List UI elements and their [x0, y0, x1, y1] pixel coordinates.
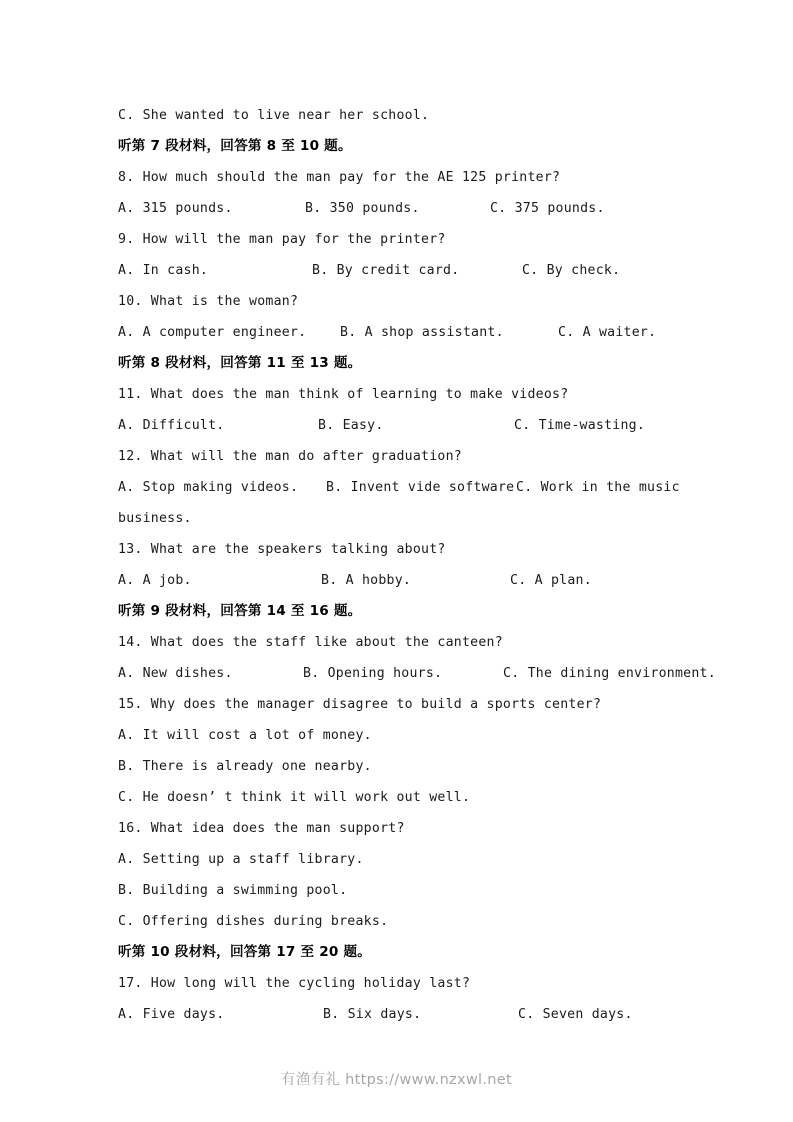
options-row-13 [118, 565, 778, 596]
option-14-c: C. The dining environment. [503, 666, 716, 681]
question-line-9 [118, 224, 778, 255]
options-row-12-continuation [118, 503, 778, 534]
question-13-text: 13. What are the speakers talking about? [118, 542, 446, 557]
option-9-c: C. By check. [522, 263, 621, 278]
listening-section-heading-7: 听第 7 段材料，回答第 8 至 10 题。 [118, 138, 352, 154]
options-row-15-c [118, 782, 778, 813]
option-15-b: B. There is already one nearby. [118, 759, 372, 774]
question-line-11 [118, 379, 778, 410]
question-15-text: 15. Why does the manager disagree to build a sports center? [118, 697, 602, 712]
option-c-text: C. She wanted to live near her school. [118, 108, 430, 123]
option-17-b: B. Six days. [323, 1007, 422, 1022]
question-line-17 [118, 968, 778, 999]
options-row-9 [118, 255, 778, 286]
question-11-text: 11. What does the man think of learning to make videos? [118, 387, 569, 402]
options-row-15-b [118, 751, 778, 782]
question-9-text: 9. How will the man pay for the printer? [118, 232, 446, 247]
options-row-12 [118, 472, 778, 503]
options-row-16-b [118, 875, 778, 906]
option-10-b: B. A shop assistant. [340, 325, 504, 340]
option-17-a: A. Five days. [118, 1007, 225, 1022]
listening-section-heading-8: 听第 8 段材料，回答第 11 至 13 题。 [118, 355, 362, 371]
option-14-b: B. Opening hours. [303, 666, 443, 681]
options-row-17 [118, 999, 778, 1030]
question-16-text: 16. What idea does the man support? [118, 821, 405, 836]
question-12-text: 12. What will the man do after graduation? [118, 449, 462, 464]
option-13-b: B. A hobby. [321, 573, 412, 588]
option-15-c: C. He doesn’ t think it will work out well. [118, 790, 471, 805]
option-10-c: C. A waiter. [558, 325, 657, 340]
option-13-a: A. A job. [118, 573, 192, 588]
document-body [118, 100, 778, 1030]
option-11-b: B. Easy. [318, 418, 384, 433]
option-11-c: C. Time-wasting. [514, 418, 646, 433]
question-14-text: 14. What does the staff like about the canteen? [118, 635, 503, 650]
question-line-10 [118, 286, 778, 317]
option-16-b: B. Building a swimming pool. [118, 883, 348, 898]
option-12-a: A. Stop making videos. [118, 480, 299, 495]
question-8-text: 8. How much should the man pay for the AE 125 printer? [118, 170, 561, 185]
question-line-14 [118, 627, 778, 658]
option-12-c: C. Work in the music [516, 480, 680, 495]
option-9-b: B. By credit card. [312, 263, 460, 278]
question-line-8 [118, 162, 778, 193]
question-17-text: 17. How long will the cycling holiday last? [118, 976, 471, 991]
options-row-14 [118, 658, 778, 689]
option-11-a: A. Difficult. [118, 418, 225, 433]
option-15-a: A. It will cost a lot of money. [118, 728, 372, 743]
question-10-text: 10. What is the woman? [118, 294, 299, 309]
options-row-8 [118, 193, 778, 224]
options-row-11 [118, 410, 778, 441]
option-line [118, 100, 778, 131]
option-16-a: A. Setting up a staff library. [118, 852, 364, 867]
options-row-15-a [118, 720, 778, 751]
option-17-c: C. Seven days. [518, 1007, 633, 1022]
option-9-a: A. In cash. [118, 263, 209, 278]
option-12-c-continuation: business. [118, 511, 192, 526]
option-13-c: C. A plan. [510, 573, 592, 588]
option-16-c: C. Offering dishes during breaks. [118, 914, 389, 929]
footer-watermark: 有渔有礼 https://www.nzxwl.net [281, 1072, 512, 1088]
option-10-a: A. A computer engineer. [118, 325, 307, 340]
option-8-a: A. 315 pounds. [118, 201, 233, 216]
option-8-c: C. 375 pounds. [490, 201, 605, 216]
question-line-15 [118, 689, 778, 720]
listening-section-heading-9: 听第 9 段材料，回答第 14 至 16 题。 [118, 603, 362, 619]
options-row-10 [118, 317, 778, 348]
options-row-16-a [118, 844, 778, 875]
option-14-a: A. New dishes. [118, 666, 233, 681]
option-8-b: B. 350 pounds. [305, 201, 420, 216]
options-row-16-c [118, 906, 778, 937]
listening-section-heading-10: 听第 10 段材料，回答第 17 至 20 题。 [118, 944, 372, 960]
question-line-13 [118, 534, 778, 565]
option-12-b: B. Invent vide software [326, 480, 515, 495]
question-line-12 [118, 441, 778, 472]
question-line-16 [118, 813, 778, 844]
